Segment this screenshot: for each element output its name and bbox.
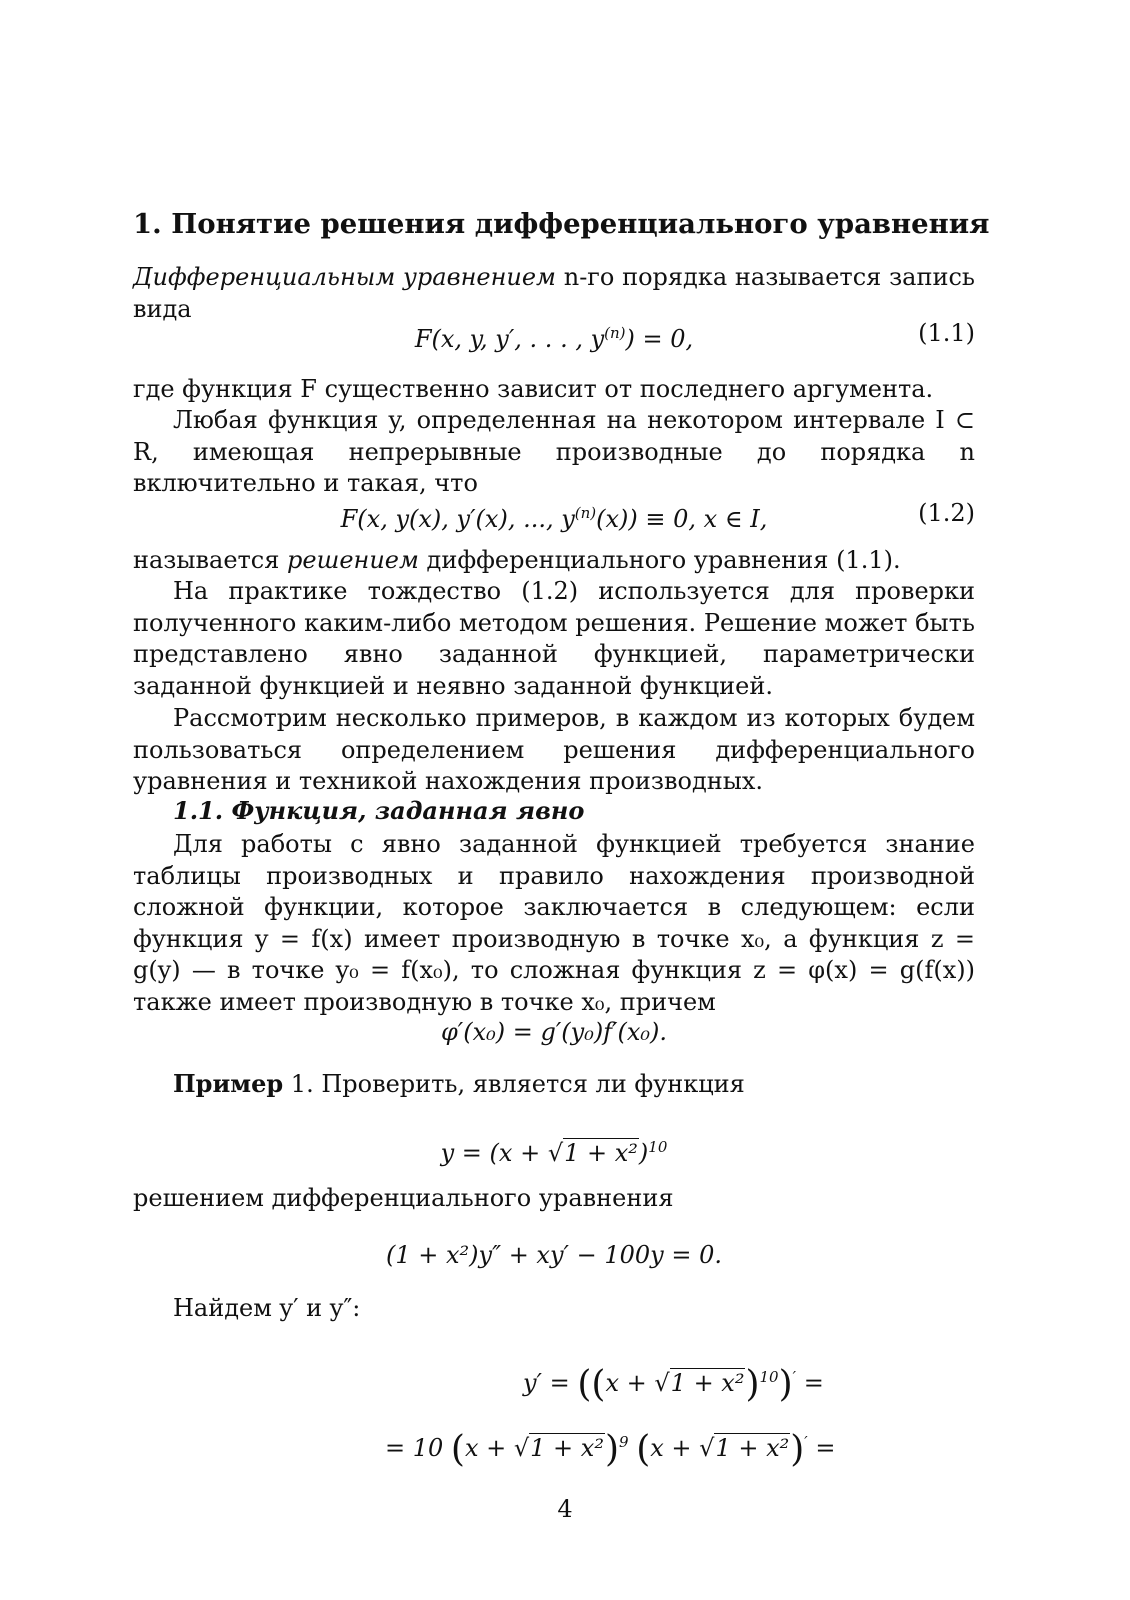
equation-1-2: F(x, y(x), y′(x), ..., $y^{(n)}(x)) \equiv 0$, x ∈ I, (1.2) xyxy=(133,496,975,536)
equation-number: (1.2) xyxy=(918,499,975,527)
paragraph-practice: На практике тождество (1.2) используется для проверки полученного каким-либо методом решения. Решение может быть представлено явно заданной функцией, параметрически заданной функцией и неявно заданной функцией. xyxy=(133,577,975,700)
paragraph-examples-intro: Рассмотрим несколько примеров, в каждом из которых будем пользоваться определением решения дифференциального уравнения и техникой нахождения производных. xyxy=(133,704,975,795)
equation-chain-rule: φ′(x₀) = g′(y₀)f′(x₀). xyxy=(440,1018,668,1046)
equation-number: (1.1) xyxy=(918,319,975,347)
paragraph-solution-def: называется решением дифференциального уравнения (1.1). xyxy=(133,546,901,574)
example-label: Пример xyxy=(173,1069,284,1098)
definition-text: n-го порядка называется запись вида xyxy=(133,263,975,323)
equation-function: $y = (x + √1 + x^2)^{10}$ xyxy=(440,1138,668,1167)
term-solution: решением xyxy=(287,546,419,574)
paragraph-dependence: где функция F существенно зависит от последнего аргумента. xyxy=(133,375,934,403)
example-text: 1. Проверить, является ли функция xyxy=(290,1070,745,1098)
equation-derivative-2: = 10 $(x + √1 + x^2)^9$ (x + √1 + x²)′ = xyxy=(385,1429,836,1470)
paragraph-find-derivatives: Найдем y′ и y″: xyxy=(173,1294,361,1322)
equation-derivative-1: $y' = ((x + √1 + x^2)^{10})'$ = xyxy=(523,1364,824,1405)
paragraph-chain-rule: Для работы с явно заданной функцией требуется знание таблицы производных и правило нахождения производной сложной функции, которое заключается в следующем: если функция y = f(x) имеет производную в точке x₀, а функция z = g(y) — в точке y₀ = f(x₀), то сложная функция z = φ(x) = g(f(x)) также имеет производную в точке x₀, причем xyxy=(133,830,975,1016)
paragraph-any-function: Любая функция y, определенная на некотором интервале I ⊂ R, имеющая непрерывные производные до порядка n включительно и такая, что xyxy=(133,406,975,497)
example-1 xyxy=(133,1068,975,1101)
equation-differential: (1 + x²)y″ + xy′ − 100y = 0. xyxy=(386,1241,722,1269)
paragraph-diffeq-intro: решением дифференциального уравнения xyxy=(133,1184,674,1212)
term-differential-equation: Дифференциальным уравнением xyxy=(133,263,556,291)
section-title: 1. Понятие решения дифференциального уравнения xyxy=(133,208,990,240)
subsection-title: 1.1. Функция, заданная явно xyxy=(173,796,585,825)
page-number: 4 xyxy=(557,1495,573,1523)
equation-1-1: F(x, y, y′, . . . , $y^{(n)}) = 0$, (1.1) xyxy=(133,316,975,356)
